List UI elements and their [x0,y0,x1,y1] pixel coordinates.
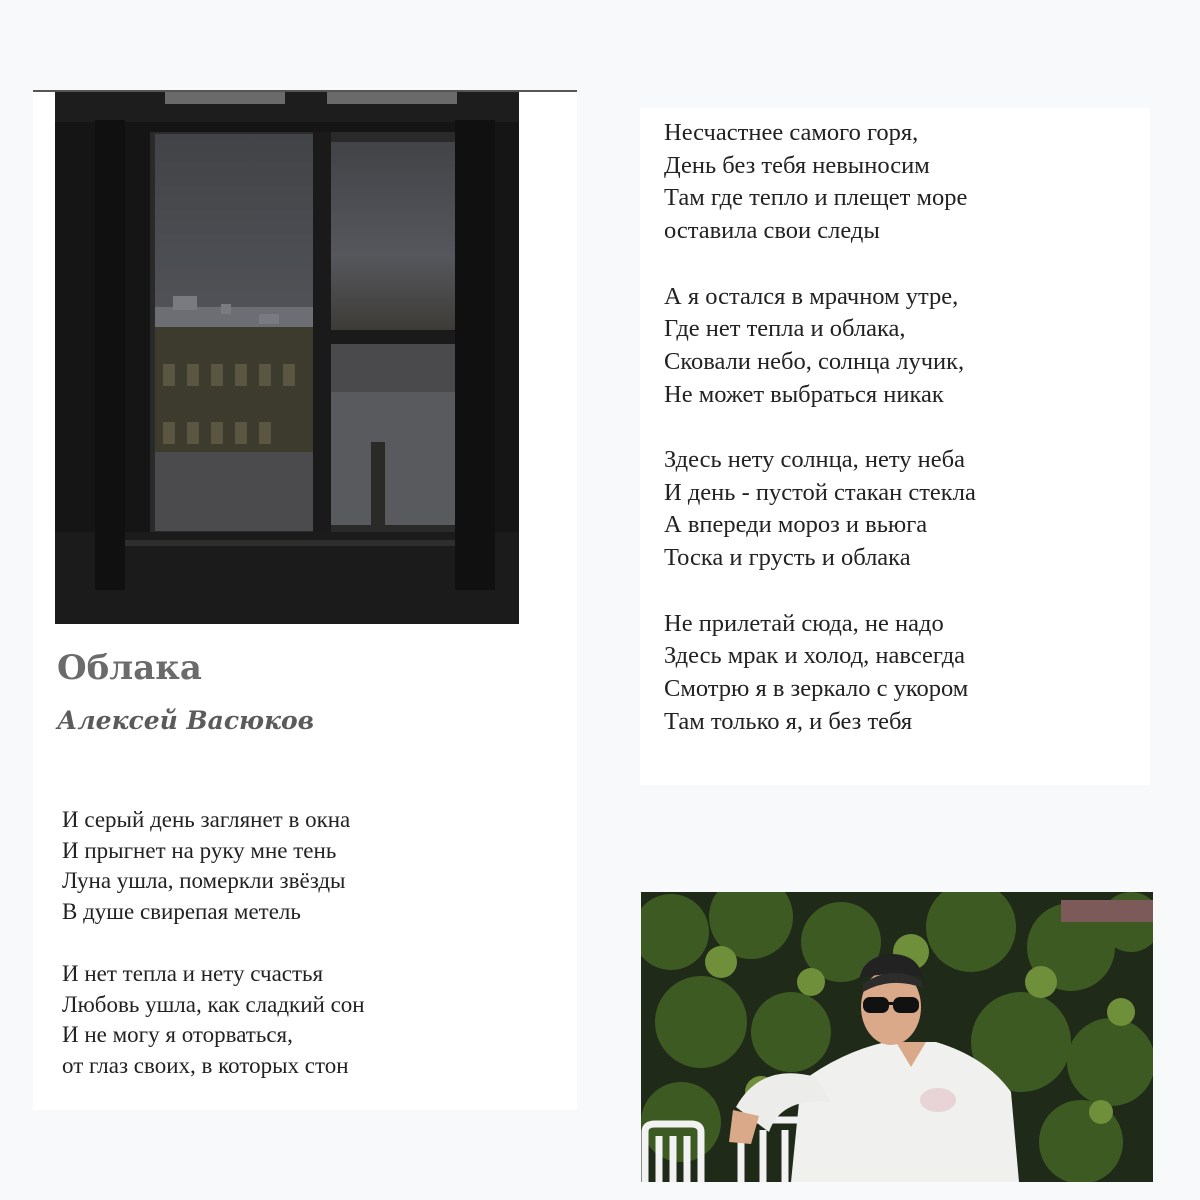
poem-line: И не могу я оторваться, [62,1022,293,1048]
stanza [62,805,365,928]
poem-title: Облака [57,648,202,688]
poem-line: Там только я, и без тебя [664,707,913,735]
poem-line: Не может выбраться никак [664,380,944,408]
poem-line: Смотрю я в зеркало с укором [664,674,969,702]
poem-line: Не прилетай сюда, не надо [664,609,944,637]
poem-line: Луна ушла, померкли звёзды [62,868,346,894]
poem-line: Несчастнее самого горя, [664,119,919,146]
poem-line: А я остался в мрачном утре, [664,282,959,310]
stanza [664,444,976,575]
poem-line: Где нет тепла и облака, [664,315,906,343]
poem-line: Сковали небо, солнца лучик, [664,347,965,375]
poem-line: от глаз своих, в которых стон [62,1052,349,1078]
poem-line: А впереди мороз и вьюга [664,511,928,539]
poem-line: Здесь мрак и холод, навсегда [664,642,966,670]
stanza [62,959,365,1082]
poem-line: оставила свои следы [664,217,880,245]
poem-author: Алексей Васюков [57,706,315,735]
poem-line: И день - пустой стакан стекла [664,478,976,506]
poem-line: Любовь ушла, как сладкий сон [62,991,365,1017]
poem-right-column [664,117,976,771]
poem-left-column [62,805,365,1113]
poem-line: Тоска и грусть и облака [664,544,911,572]
poem-line: И серый день заглянет в окна [62,807,351,832]
poem-line: День без тебя невыносим [664,151,930,179]
poem-line: Там где тепло и плещет море [664,184,968,212]
window-photo [55,92,519,624]
stanza [664,608,976,739]
stanza [664,281,976,412]
poem-line: И прыгнет на руку мне тень [62,837,337,863]
poem-line: И нет тепла и нету счастья [62,960,324,986]
author-photo [641,892,1153,1182]
poem-line: В душе свирепая метель [62,899,301,925]
poem-line: Здесь нету солнца, нету неба [664,446,965,473]
stanza [664,117,976,248]
